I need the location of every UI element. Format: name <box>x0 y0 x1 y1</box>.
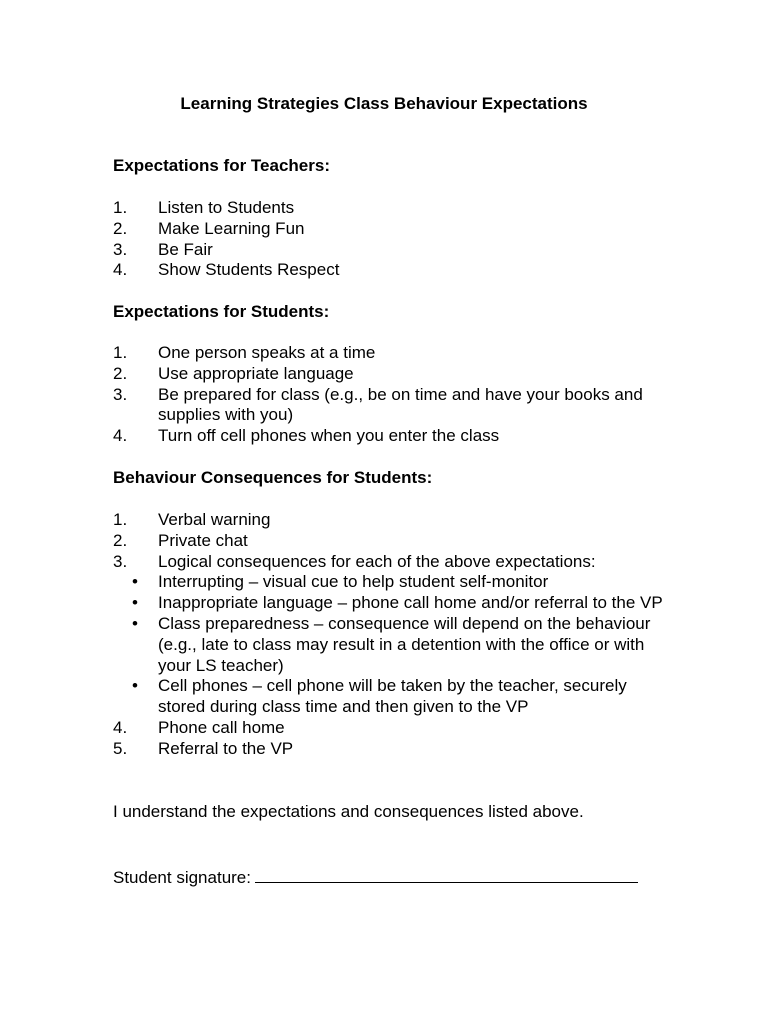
list-item: 1. One person speaks at a time <box>113 343 376 362</box>
bullet-item: • Cell phones – cell phone will be taken by the teacher, securely stored during class time and then given to the VP <box>132 676 627 717</box>
bullet-item: • Class preparedness – consequence will depend on the behaviour (e.g., late to class may result in a detention with the office or with your LS teacher) <box>132 613 651 675</box>
students-heading: Expectations for Students: <box>113 302 330 321</box>
bullet-item: • Interrupting – visual cue to help student self-monitor <box>132 572 549 592</box>
list-item: 3. Be Fair <box>113 239 213 259</box>
consequences-list <box>113 510 673 760</box>
teachers-heading: Expectations for Teachers: <box>113 156 330 175</box>
signature-line[interactable] <box>255 864 638 883</box>
sub-list-container <box>113 572 673 718</box>
list-item: 3. Logical consequences for each of the above expectations: <box>113 551 596 571</box>
list-item: 2. Private chat <box>113 530 248 550</box>
acknowledgement-statement: I understand the expectations and consequences listed above. <box>113 802 584 821</box>
list-item: 2. Make Learning Fun <box>113 218 305 238</box>
list-item: 4. Show Students Respect <box>113 260 340 280</box>
list-item: 1. Verbal warning <box>113 510 271 529</box>
signature-label: Student signature: <box>113 868 251 887</box>
list-item: 2. Use appropriate language <box>113 363 354 383</box>
list-item: 3. Be prepared for class (e.g., be on time and have your books and supplies with you) <box>113 384 643 425</box>
list-item: 4. Phone call home <box>113 717 285 737</box>
list-item: 4. Turn off cell phones when you enter the class <box>113 426 500 446</box>
signature-row <box>113 864 638 888</box>
list-item: 1. Listen to Students <box>113 198 295 217</box>
consequences-heading: Behaviour Consequences for Students: <box>113 468 433 487</box>
page-title: Learning Strategies Class Behaviour Expectations <box>180 94 588 113</box>
consequences-sub-list <box>113 572 673 718</box>
teachers-list <box>113 198 673 281</box>
list-item: 5. Referral to the VP <box>113 738 294 758</box>
students-list <box>113 343 673 447</box>
bullet-item: • Inappropriate language – phone call home and/or referral to the VP <box>132 593 663 613</box>
